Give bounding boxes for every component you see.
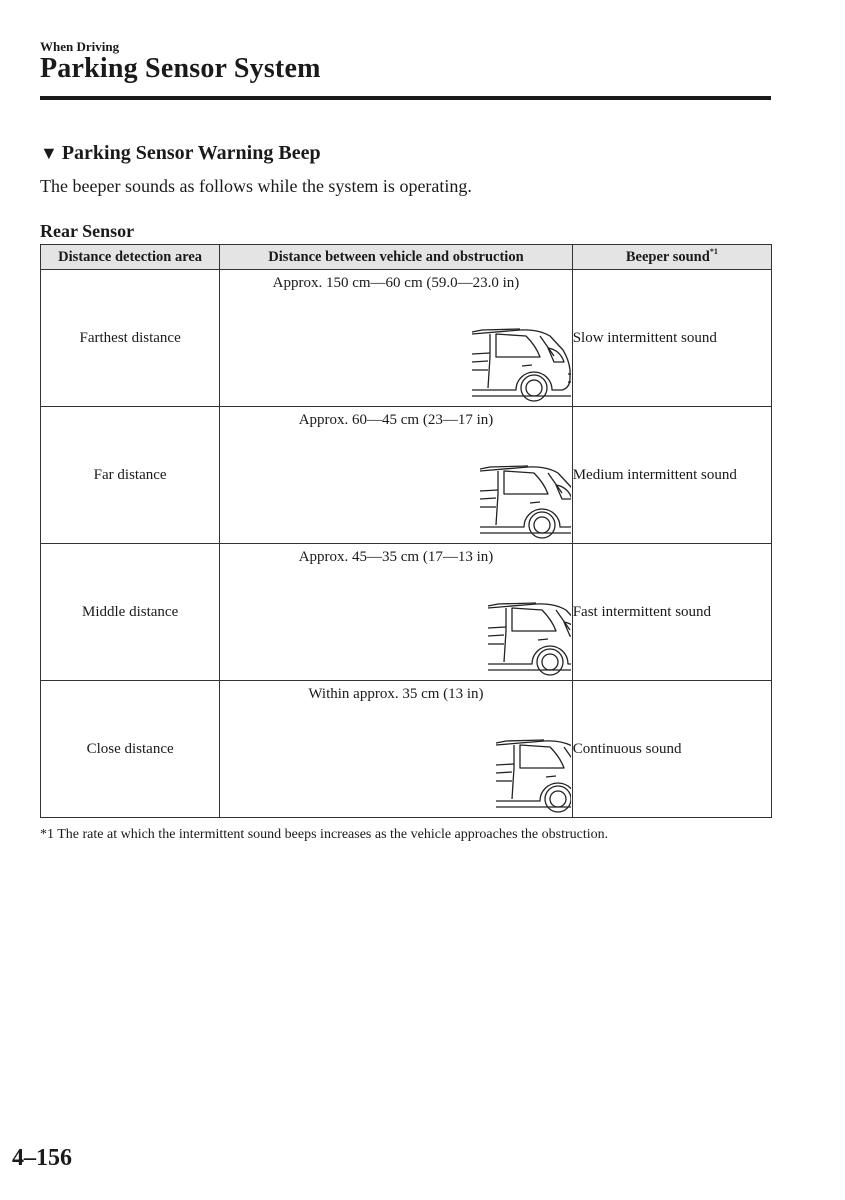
column-header-sound-text: Beeper sound xyxy=(625,248,710,265)
footnote-mark: *1 xyxy=(709,246,718,256)
column-header-sound xyxy=(572,245,771,270)
car-door-line xyxy=(504,631,506,662)
intro-text: The beeper sounds as follows while the system is operating. xyxy=(40,176,472,196)
car-wheel xyxy=(529,512,555,538)
section-label: When Driving xyxy=(40,39,120,54)
car-door-handle xyxy=(546,776,556,777)
car-crease xyxy=(496,764,514,765)
column-header-distance-text: Distance between vehicle and obstruction xyxy=(268,248,524,265)
car-door-handle xyxy=(522,365,532,366)
distance-label: Approx. 60—45 cm (23—17 in) xyxy=(298,412,494,428)
car-body xyxy=(496,741,571,801)
car-door-handle xyxy=(538,639,548,640)
car-silhouette xyxy=(496,740,571,812)
distance-label: Approx. 150 cm—60 cm (59.0—23.0 in) xyxy=(272,275,520,291)
car-wheel xyxy=(545,786,571,812)
column-header-area-text: Distance detection area xyxy=(58,248,203,265)
car-wheel-hub xyxy=(534,517,550,533)
area-cell: Farthest distance xyxy=(41,270,220,407)
sound-cell: Medium intermittent sound xyxy=(572,407,771,544)
car-window xyxy=(504,471,548,494)
car-wheel-hub xyxy=(526,380,542,396)
vehicle-diagram xyxy=(220,270,571,406)
car-wheel xyxy=(521,375,547,401)
page-number: 4–156 xyxy=(12,1145,72,1171)
car-crease xyxy=(480,490,498,491)
vehicle-diagram xyxy=(220,407,571,543)
distance-label: Approx. 45—35 cm (17—13 in) xyxy=(298,549,494,565)
table-row xyxy=(41,270,772,407)
table-row xyxy=(41,681,772,818)
car-wheel-hub xyxy=(550,791,566,807)
vehicle-diagram xyxy=(220,681,571,817)
table-row xyxy=(41,544,772,681)
car-crease xyxy=(472,353,490,354)
area-cell: Close distance xyxy=(41,681,220,818)
table-header-row xyxy=(41,245,772,270)
sound-cell: Fast intermittent sound xyxy=(572,544,771,681)
car-door-handle xyxy=(530,502,540,503)
sound-cell: Slow intermittent sound xyxy=(572,270,771,407)
car-crease xyxy=(480,498,496,499)
rear-sensor-table xyxy=(40,244,772,818)
car-body xyxy=(480,467,571,527)
subheading xyxy=(40,142,321,165)
distance-label: Within approx. 35 cm (13 in) xyxy=(308,686,484,702)
diagram-cell xyxy=(220,544,572,681)
car-silhouette xyxy=(488,603,571,675)
car-silhouette xyxy=(480,466,571,538)
car-rear-glass xyxy=(564,747,571,767)
sound-cell: Continuous sound xyxy=(572,681,771,818)
table-row xyxy=(41,407,772,544)
page-title: Parking Sensor System xyxy=(40,53,321,84)
table-heading: Rear Sensor xyxy=(40,221,135,241)
car-door-line xyxy=(488,357,490,388)
car-crease xyxy=(472,361,488,362)
car-door-line xyxy=(512,768,514,799)
car-crease xyxy=(488,635,504,636)
car-window xyxy=(496,334,540,357)
car-wheel xyxy=(537,649,563,675)
triangle-down-icon: ▼ xyxy=(40,143,58,163)
title-rule xyxy=(40,96,771,100)
diagram-cell xyxy=(220,407,572,544)
car-window xyxy=(520,745,564,768)
car-wheel-hub xyxy=(542,654,558,670)
footnote: *1 The rate at which the intermittent sound beeps increases as the vehicle approaches the obstruction. xyxy=(40,827,609,842)
area-cell: Middle distance xyxy=(41,544,220,681)
diagram-cell xyxy=(220,681,572,818)
area-cell: Far distance xyxy=(41,407,220,544)
subheading-text: Parking Sensor Warning Beep xyxy=(61,142,321,164)
vehicle-diagram xyxy=(220,544,571,680)
car-crease xyxy=(488,627,506,628)
diagram-cell xyxy=(220,270,572,407)
car-body xyxy=(472,330,570,390)
column-header-distance xyxy=(220,245,572,270)
column-header-area xyxy=(41,245,220,270)
car-silhouette xyxy=(472,329,571,401)
car-crease xyxy=(496,772,512,773)
car-door-line xyxy=(496,494,498,525)
car-window xyxy=(512,608,556,631)
